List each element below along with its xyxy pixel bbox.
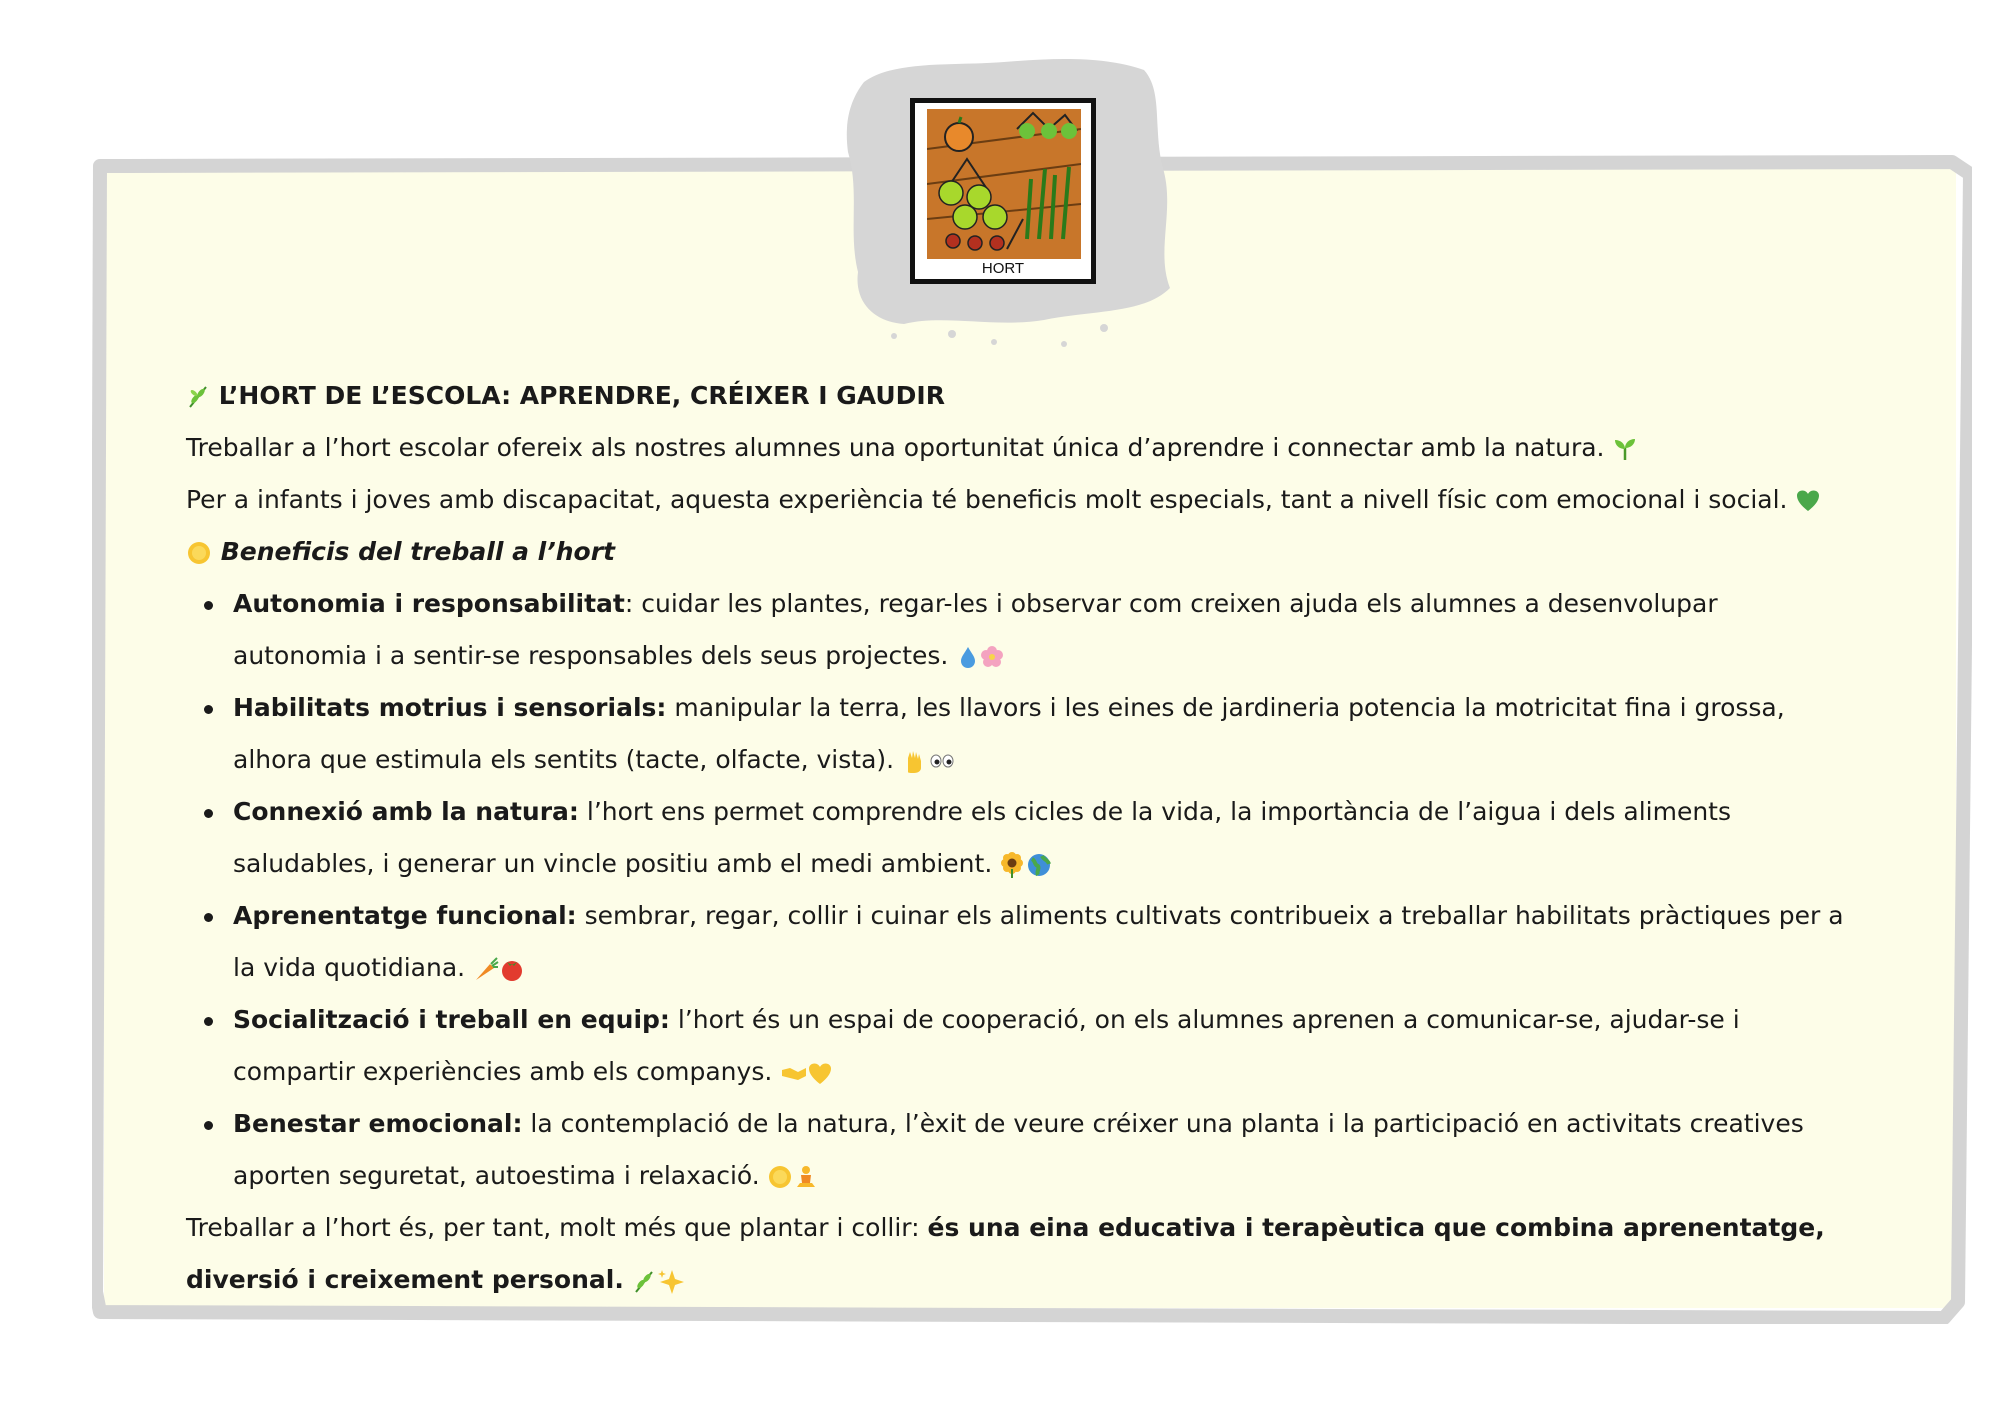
list-item <box>186 786 1846 890</box>
benefit-text-cont: la vida quotidiana. <box>233 953 466 982</box>
benefit-text: manipular la terra, les llavors i les eines de jardineria potencia la motricitat fina i grossa, <box>666 693 1785 722</box>
sun-icon <box>186 540 212 566</box>
intro-text-1: Treballar a l’hort escolar ofereix als nostres alumnes una oportunitat única d’aprendre i connectar amb la natura. <box>186 433 1605 462</box>
carrot-tomato-icons <box>473 956 525 982</box>
list-item <box>186 1098 1846 1202</box>
hand-eyes-icons <box>902 748 954 774</box>
seedling-icon <box>1612 436 1638 462</box>
vegetable-garden-icon <box>927 109 1081 259</box>
list-item <box>186 578 1846 682</box>
list-item <box>186 890 1846 994</box>
benefit-label: Benestar emocional: <box>233 1109 523 1138</box>
benefit-text: la contemplació de la natura, l’èxit de veure créixer una planta i la participació en activitats creatives <box>522 1109 1804 1138</box>
benefit-label: Aprenentatge funcional: <box>233 901 577 930</box>
benefit-text-cont: saludables, i generar un vincle positiu amb el medi ambient. <box>233 849 993 878</box>
conclusion-line-2 <box>186 1254 1846 1306</box>
list-item <box>186 994 1846 1098</box>
benefit-label: Habilitats motrius i sensorials: <box>233 693 667 722</box>
benefit-text-cont: compartir experiències amb els companys. <box>233 1057 773 1086</box>
intro-line-1 <box>186 422 1846 474</box>
benefit-text-cont: alhora que estimula els sentits (tacte, olfacte, vista). <box>233 745 895 774</box>
sunflower-globe-icons <box>1000 852 1052 878</box>
article-title-text: L’HORT DE L’ESCOLA: APRENDRE, CRÉIXER I GAUDIR <box>218 381 945 410</box>
droplet-flower-icons <box>956 644 1006 670</box>
benefits-list <box>186 578 1846 1202</box>
benefit-text-cont: aporten seguretat, autoestima i relaxació. <box>233 1161 760 1190</box>
intro-line-2 <box>186 474 1846 526</box>
benefit-text: l’hort ens permet comprendre els cicles de la vida, la importància de l’aigua i dels aliments <box>578 797 1732 826</box>
benefit-text: : cuidar les plantes, regar-les i observar com creixen ajuda els alumnes a desenvolupar <box>624 589 1718 618</box>
sun-meditation-icons <box>768 1164 820 1190</box>
herb-icon <box>186 385 210 409</box>
pictogram-caption: HORT <box>981 260 1025 277</box>
benefit-text: sembrar, regar, collir i cuinar els aliments cultivats contribueix a treballar habilitats pràctiques per a <box>576 901 1844 930</box>
conclusion-line-1 <box>186 1202 1846 1254</box>
benefits-heading <box>186 526 1846 578</box>
intro-text-2: Per a infants i joves amb discapacitat, aquesta experiència té beneficis molt especials, tant a nivell físic com emocional i social. <box>186 485 1788 514</box>
article-content <box>186 370 1846 1306</box>
herb-sparkles-icons <box>632 1268 686 1294</box>
benefit-text: l’hort és un espai de cooperació, on els alumnes aprenen a comunicar-se, ajudar-se i <box>669 1005 1740 1034</box>
benefit-text-cont: autonomia i a sentir-se responsables dels seus projectes. <box>233 641 949 670</box>
list-item <box>186 682 1846 786</box>
conclusion-text: Treballar a l’hort és, per tant, molt més que plantar i collir: <box>186 1213 928 1242</box>
hort-pictogram <box>910 98 1096 284</box>
benefit-label: Autonomia i responsabilitat <box>233 589 625 618</box>
handshake-heart-icons <box>780 1060 834 1086</box>
benefit-label: Connexió amb la natura: <box>233 797 579 826</box>
benefit-label: Socialització i treball en equip: <box>233 1005 670 1034</box>
conclusion-bold-2: diversió i creixement personal. <box>186 1265 624 1294</box>
green-heart-icon <box>1795 488 1821 514</box>
conclusion-bold-1: és una eina educativa i terapèutica que combina aprenentatge, <box>927 1213 1825 1242</box>
benefits-heading-text: Beneficis del treball a l’hort <box>220 537 615 566</box>
article-title <box>186 370 1846 422</box>
